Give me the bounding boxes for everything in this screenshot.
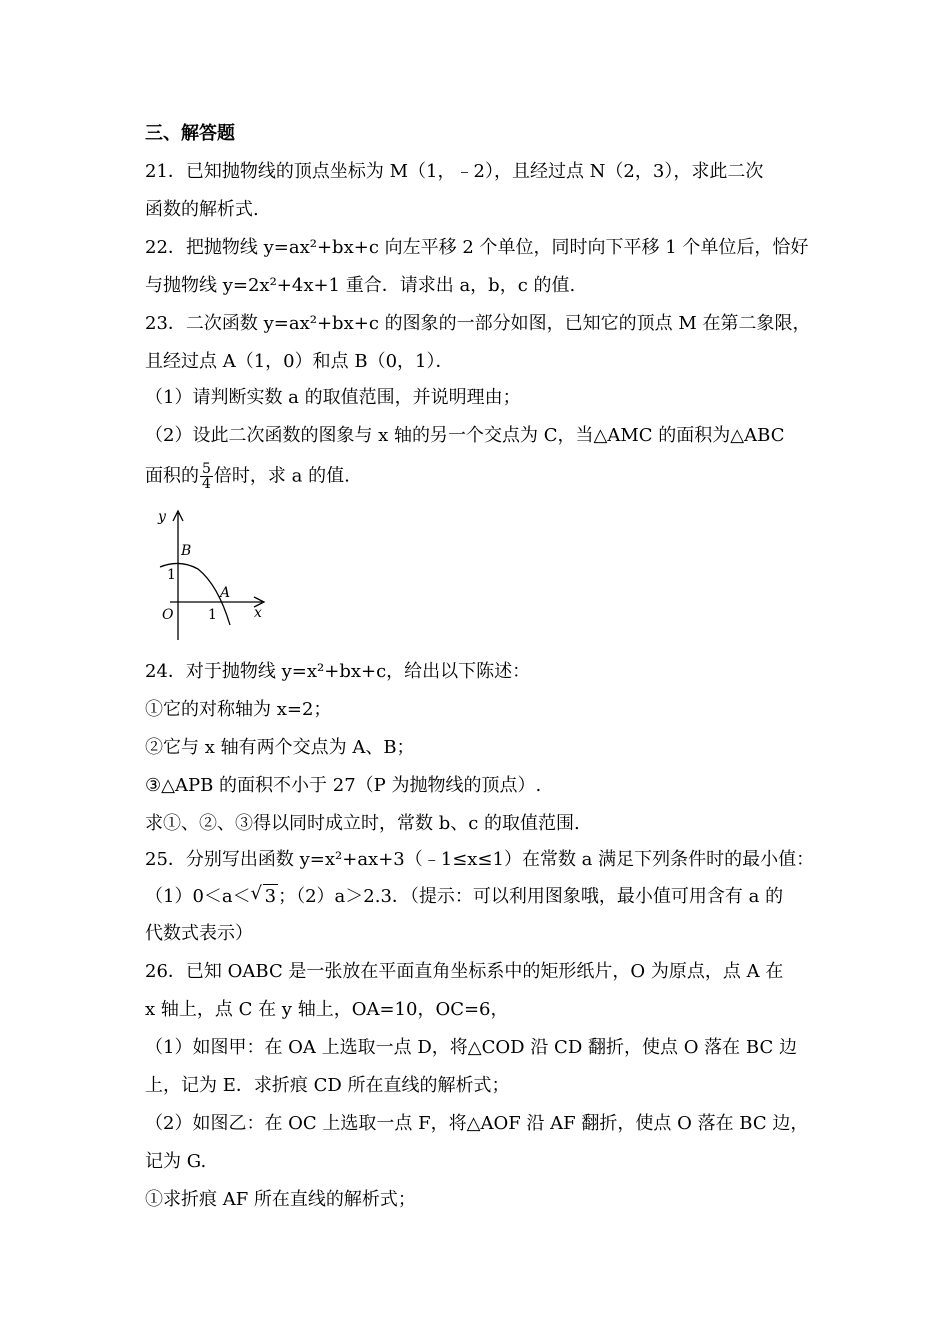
q26-part1b: 上，记为 E．求折痕 CD 所在直线的解析式；	[145, 1075, 510, 1096]
q25-line2	[145, 884, 783, 909]
section-title: 三、解答题	[145, 123, 235, 144]
q25-line2-post: ；（2）a＞2.3．（提示：可以利用图象哦，最小值可用含有 a 的	[278, 886, 784, 907]
q25-line1: 25．分别写出函数 y=x²+ax+3（﹣1≤x≤1）在常数 a 满足下列条件时的最小值：	[145, 849, 815, 870]
q24-statement2: ②它与 x 轴有两个交点为 A、B；	[145, 737, 415, 758]
label-y: y	[158, 509, 166, 525]
q26-part2a: （2）如图乙：在 OC 上选取一点 F，将△AOF 沿 AF 翻折，使点 O 落在 BC 边，	[145, 1113, 809, 1134]
q21-line2: 函数的解析式.	[145, 199, 259, 220]
q26-part1a: （1）如图甲：在 OA 上选取一点 D，将△COD 沿 CD 翻折，使点 O 落在 BC 边	[145, 1037, 797, 1058]
tick-y-1: 1	[167, 567, 176, 583]
q22-line2: 与抛物线 y=2x²+4x+1 重合．请求出 a，b，c 的值.	[145, 275, 576, 296]
q23-line2: 且经过点 A（1，0）和点 B（0，1）．	[145, 351, 454, 372]
label-x: x	[254, 605, 262, 621]
q24-statement3: ③△APB 的面积不小于 27（P 为抛物线的顶点）.	[145, 775, 542, 796]
q24-statement1: ①它的对称轴为 x=2；	[145, 699, 332, 720]
q25-line3: 代数式表示）	[145, 923, 253, 944]
q26-part2c: ①求折痕 AF 所在直线的解析式；	[145, 1189, 416, 1210]
q24-ask: 求①、②、③得以同时成立时，常数 b、c 的取值范围.	[145, 813, 580, 834]
sqrt-expression: √ 3	[263, 884, 278, 909]
q21-line1: 21．已知抛物线的顶点坐标为 M（1，﹣2），且经过点 N（2，3），求此二次	[145, 161, 764, 182]
q23-part2b	[145, 462, 350, 491]
fraction-numerator: 5	[202, 461, 211, 477]
tick-x-1: 1	[208, 607, 217, 623]
q23-part2b-post: 倍时，求 a 的值.	[213, 465, 350, 487]
q25-line2-pre: （1）0＜a＜	[145, 886, 251, 907]
q23-graph-figure	[150, 505, 275, 645]
q22-line1: 22．把抛物线 y=ax²+bx+c 向左平移 2 个单位，同时向下平移 1 个单位后，恰好	[145, 237, 809, 258]
label-A: A	[220, 585, 231, 601]
fraction-denominator: 4	[202, 476, 211, 492]
q26-line1: 26．已知 OABC 是一张放在平面直角坐标系中的矩形纸片，O 为原点，点 A 在	[145, 961, 784, 982]
fraction	[200, 462, 213, 491]
q23-part2b-pre: 面积的	[145, 465, 199, 487]
q24-line1: 24．对于抛物线 y=x²+bx+c，给出以下陈述：	[145, 661, 531, 682]
q26-line2: x 轴上，点 C 在 y 轴上，OA=10，OC=6，	[145, 999, 509, 1020]
q23-part2: （2）设此二次函数的图象与 x 轴的另一个交点为 C，当△AMC 的面积为△ABC	[145, 425, 785, 446]
q23-line1: 23．二次函数 y=ax²+bx+c 的图象的一部分如图，已知它的顶点 M 在第二象限，	[145, 313, 811, 334]
q23-part1: （1）请判断实数 a 的取值范围，并说明理由；	[145, 387, 521, 408]
label-B: B	[181, 543, 192, 559]
label-O: O	[162, 607, 174, 623]
q26-part2b: 记为 G.	[145, 1151, 207, 1172]
